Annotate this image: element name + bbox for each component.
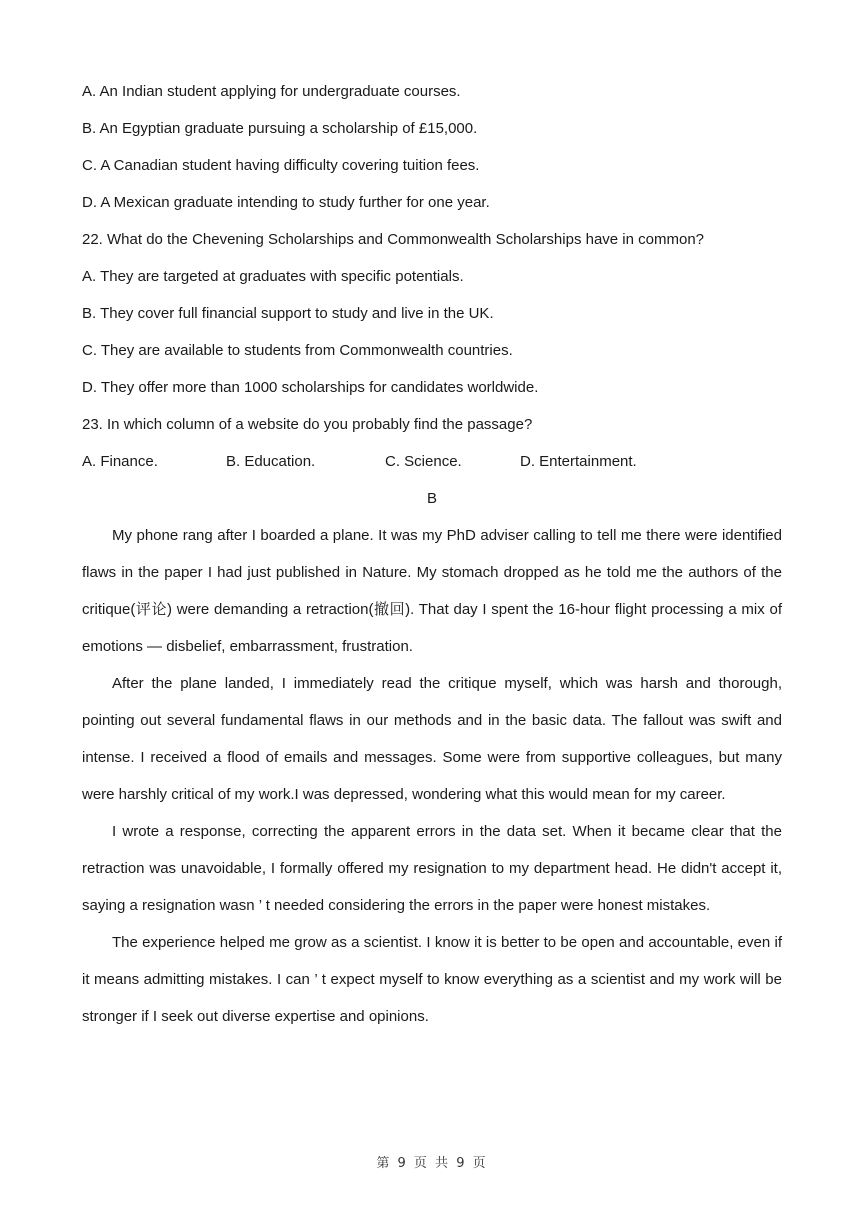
q23-option-c: C. Science. <box>385 453 462 470</box>
q23-question: 23. In which column of a website do you probably find the passage? <box>82 416 533 433</box>
passage-paragraph-1: My phone rang after I boarded a plane. It was my PhD adviser calling to tell me there were identified flaws in the paper I had just published in Nature. My stomach dropped as he told me the authors of the critique(评论) were demanding a retraction(撤回). That day I spent the 16-hour flight processing a mix of emotions — disbelief, embarrassment, frustration. <box>82 527 782 655</box>
q21-option-c: C. A Canadian student having difficulty covering tuition fees. <box>82 157 480 174</box>
q21-option-b: B. An Egyptian graduate pursuing a scholarship of £15,000. <box>82 120 478 137</box>
document-page <box>82 80 782 1042</box>
passage-paragraph-3: I wrote a response, correcting the apparent errors in the data set. When it became clear that the retraction was unavoidable, I formally offered my resignation to my department head. He didn't accept it, saying a resignation wasn ’ t needed considering the errors in the paper were honest mistakes. <box>82 823 782 914</box>
passage-paragraph-2: After the plane landed, I immediately read the critique myself, which was harsh and thorough, pointing out several fundamental flaws in our methods and in the basic data. The fallout was swift and intense. I received a flood of emails and messages. Some were from supportive colleagues, but many were harshly critical of my work.I was depressed, wondering what this would mean for my career. <box>82 675 782 803</box>
section-label: B <box>426 490 437 507</box>
q23-option-a: A. Finance. <box>82 453 158 470</box>
q23-option-d: D. Entertainment. <box>520 453 637 470</box>
q23-options <box>82 450 782 487</box>
q22-option-a: A. They are targeted at graduates with specific potentials. <box>82 268 464 285</box>
q23-option-b: B. Education. <box>226 453 316 470</box>
q22-option-d: D. They offer more than 1000 scholarships for candidates worldwide. <box>82 379 539 396</box>
q22-option-b: B. They cover full financial support to study and live in the UK. <box>82 305 494 322</box>
q21-option-a: A. An Indian student applying for undergraduate courses. <box>82 83 461 100</box>
passage-paragraph-4: The experience helped me grow as a scientist. I know it is better to be open and accountable, even if it means admitting mistakes. I can ’ t expect myself to know everything as a scientist and my work will be stronger if I seek out diverse expertise and opinions. <box>82 934 782 1025</box>
page-footer: 第 9 页 共 9 页 <box>376 1156 488 1171</box>
q21-option-d: D. A Mexican graduate intending to study further for one year. <box>82 194 490 211</box>
q22-question: 22. What do the Chevening Scholarships and Commonwealth Scholarships have in common? <box>82 231 705 248</box>
q22-option-c: C. They are available to students from Commonwealth countries. <box>82 342 513 359</box>
